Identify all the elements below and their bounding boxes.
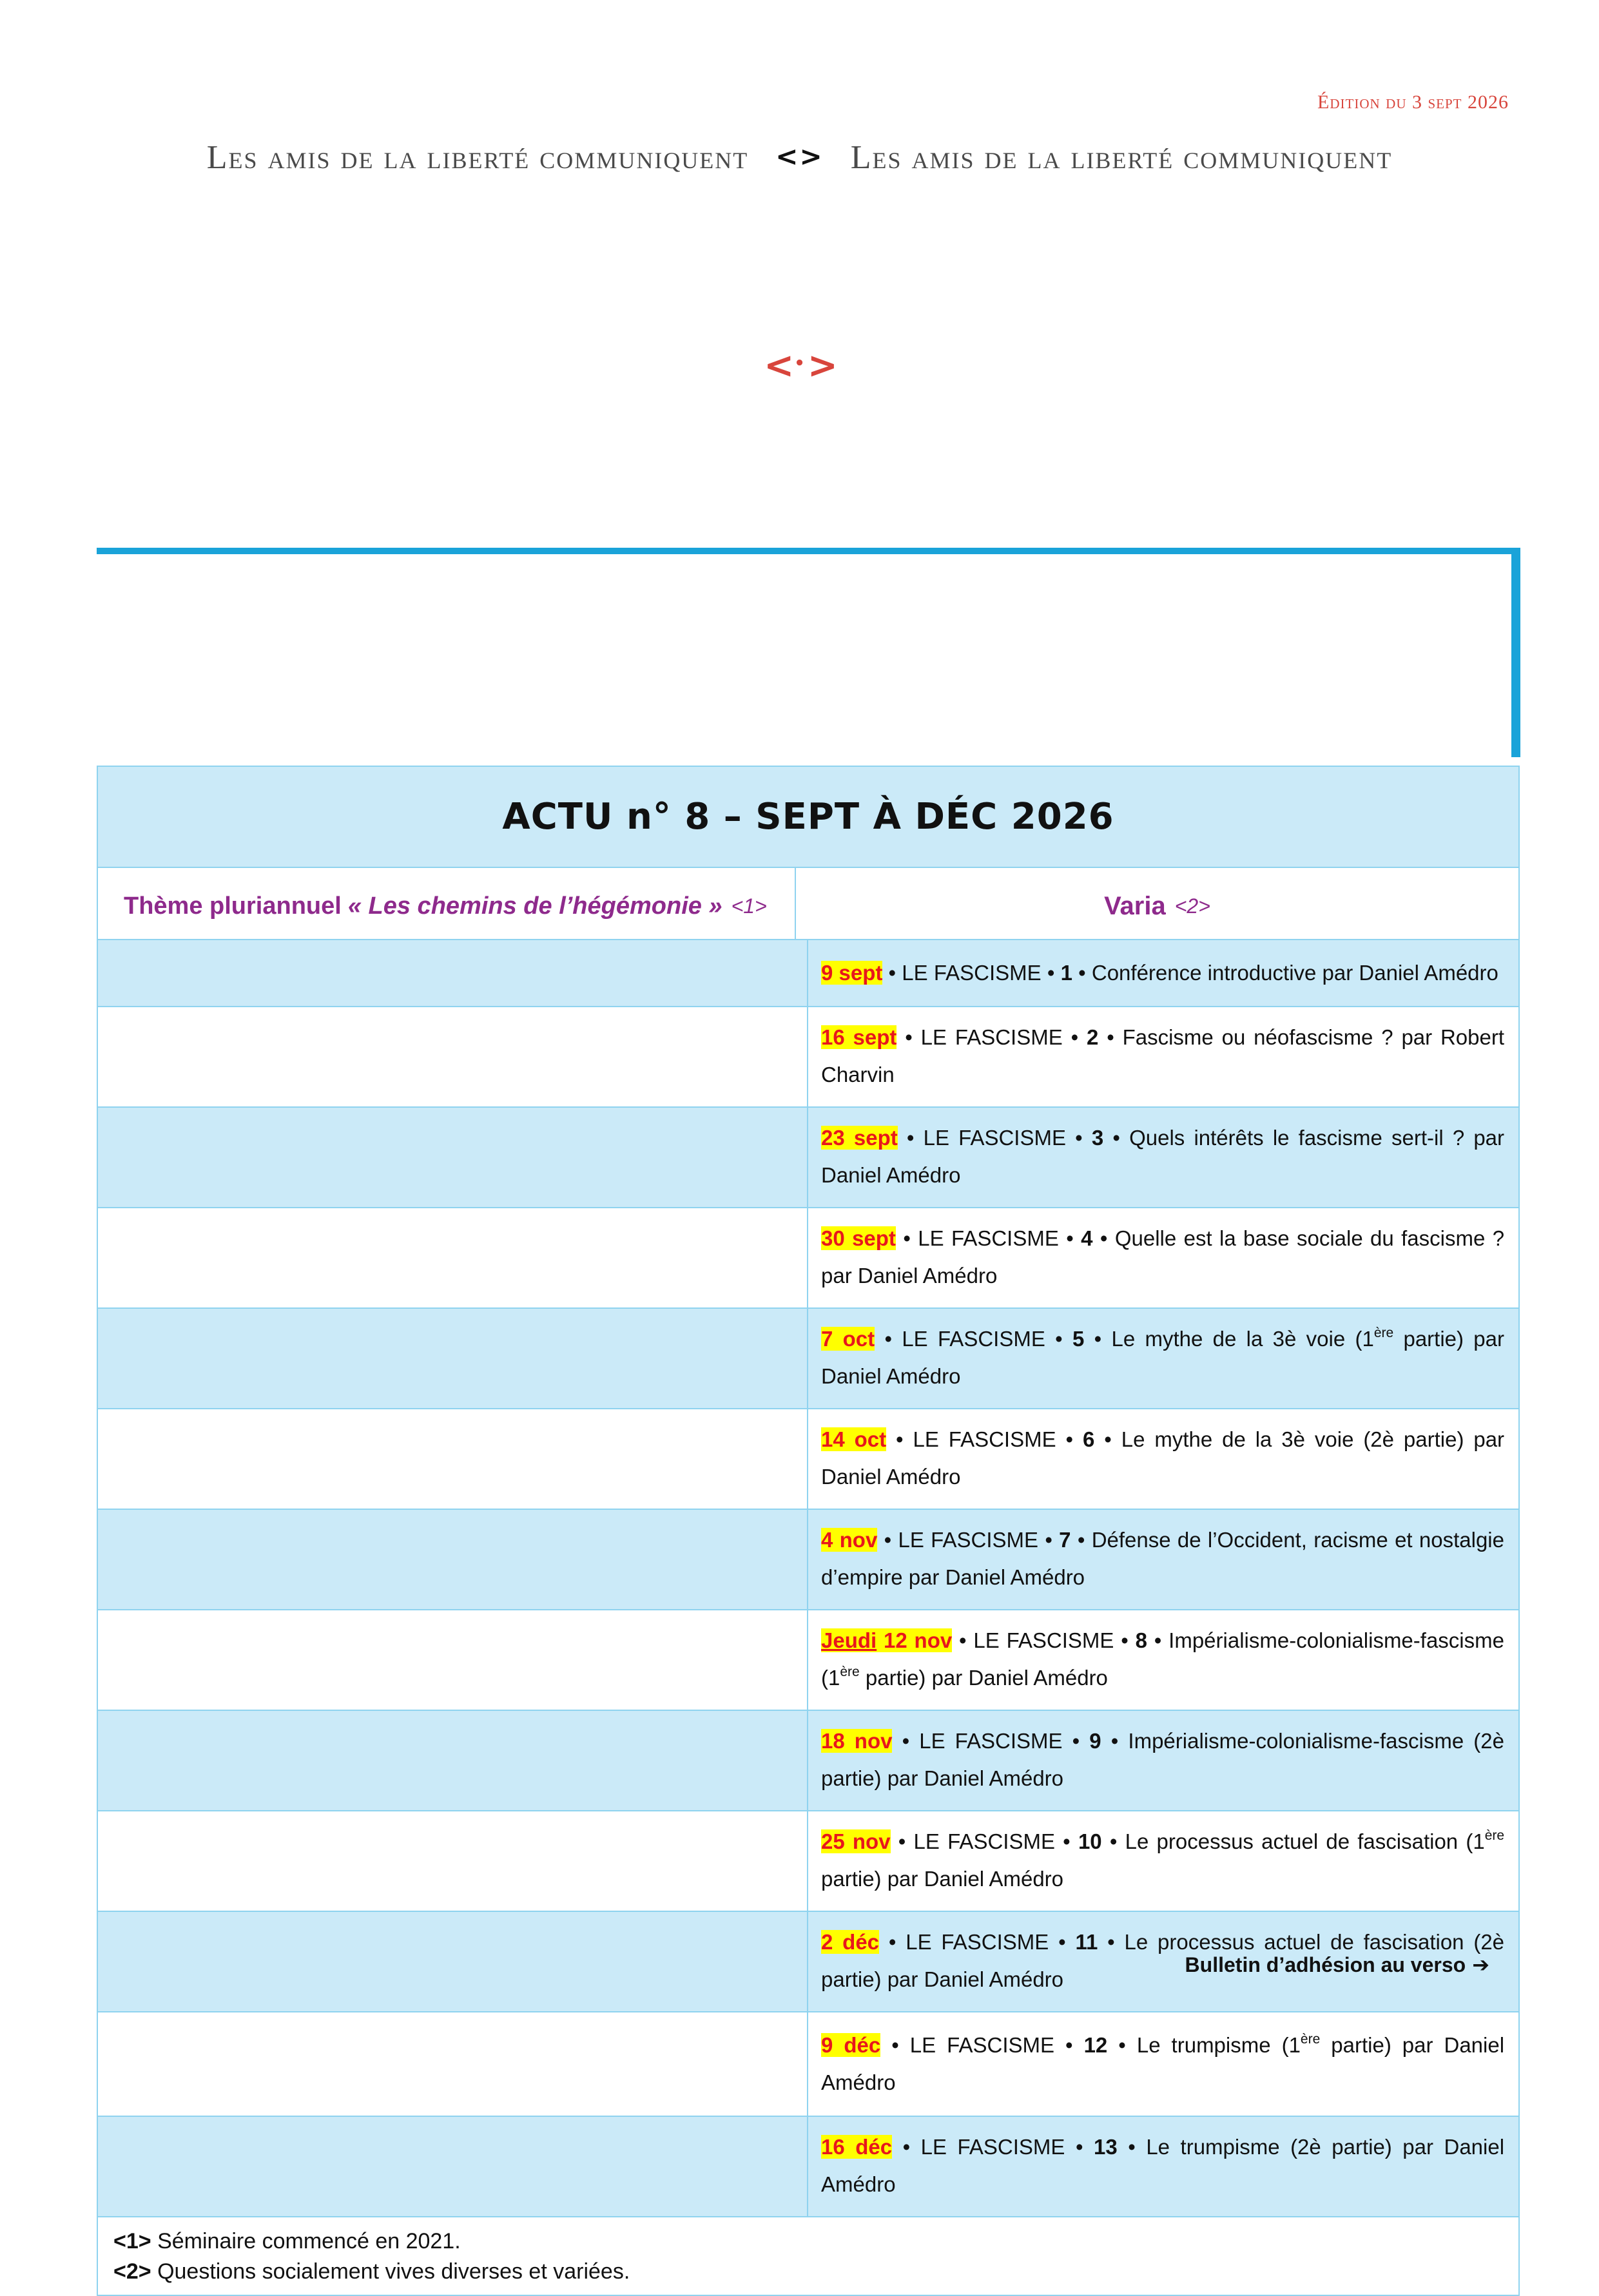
separator: • — [1107, 1025, 1114, 1049]
separator: • — [1154, 1628, 1162, 1652]
table-row — [98, 2117, 1518, 2217]
varia-cell — [808, 1409, 1518, 1509]
separator: • — [896, 1427, 904, 1451]
theme-cell — [98, 1510, 808, 1609]
header-theme-title: « Les chemins de l’hégémonie » — [347, 892, 722, 920]
session-series: LE FASCISME — [920, 2135, 1065, 2159]
session-title: Quelle est la base sociale du fascisme ? par Daniel Amédro — [821, 1226, 1505, 1288]
separator: • — [1078, 961, 1086, 985]
separator: • — [905, 1025, 913, 1049]
session-date: 9 sept — [821, 961, 883, 985]
theme-cell — [98, 2012, 808, 2116]
theme-cell — [98, 1007, 808, 1106]
table-header — [98, 868, 1518, 940]
session-date: 30 sept — [821, 1226, 896, 1250]
varia-cell — [808, 1309, 1518, 1408]
session-title: Le processus actuel de fascisation (1ère partie) par Daniel Amédro — [821, 1828, 1505, 1891]
tagline-left: Les amis de la liberté communiquent — [206, 139, 749, 176]
table-row — [98, 1510, 1518, 1610]
separator: • — [1045, 1528, 1052, 1552]
frame-top-border — [97, 548, 1518, 554]
bulletin-note — [1185, 1953, 1489, 1977]
separator: • — [891, 2033, 899, 2057]
theme-cell — [98, 1811, 808, 1911]
table-row — [98, 1409, 1518, 1510]
header-varia — [796, 868, 1518, 939]
theme-cell — [98, 1108, 808, 1207]
session-series: LE FASCISME — [909, 2033, 1055, 2057]
tagline-separator: <> — [775, 140, 824, 172]
theme-cell — [98, 1912, 808, 2011]
separator: • — [1055, 1327, 1063, 1351]
session-number: 1 — [1060, 961, 1072, 985]
footnote-2: <2> Questions socialement vives diverses et variées. — [113, 2259, 630, 2284]
separator: • — [1058, 1930, 1066, 1954]
table-row — [98, 1309, 1518, 1409]
separator: • — [1109, 1829, 1118, 1853]
session-series: LE FASCISME — [906, 1930, 1049, 1954]
separator: • — [1047, 961, 1055, 985]
session-date: 23 sept — [821, 1126, 898, 1150]
table-title: ACTU n° 8 – SEPT À DÉC 2026 — [98, 767, 1518, 868]
session-title: Conférence introductive par Daniel Amédro — [1091, 961, 1498, 985]
separator: • — [888, 961, 896, 985]
session-series: LE FASCISME — [973, 1628, 1114, 1652]
separator: • — [1065, 1427, 1074, 1451]
session-series: LE FASCISME — [923, 1126, 1066, 1150]
session-number: 10 — [1078, 1829, 1102, 1853]
session-number: 5 — [1072, 1327, 1085, 1351]
separator: • — [884, 1528, 892, 1552]
header-theme-label: Thème pluriannuel — [124, 892, 342, 920]
separator: • — [1121, 1628, 1129, 1652]
separator: • — [1118, 2033, 1126, 2057]
session-number: 9 — [1089, 1729, 1101, 1753]
session-date: 14 oct — [821, 1427, 887, 1451]
separator: • — [1112, 1126, 1120, 1150]
edition-date: Édition du 3 sept 2026 — [1317, 92, 1509, 113]
session-title: Quels intérêts le fascisme sert-il ? par Daniel Amédro — [821, 1126, 1505, 1187]
separator: • — [959, 1628, 967, 1652]
varia-cell — [808, 1208, 1518, 1307]
session-title: Le mythe de la 3è voie (1ère partie) par Daniel Amédro — [821, 1326, 1505, 1388]
varia-cell — [808, 1811, 1518, 1911]
footnote-1: <1> Séminaire commencé en 2021. — [113, 2229, 461, 2253]
session-series: LE FASCISME — [902, 961, 1042, 985]
frame-right-border — [1511, 548, 1520, 757]
bulletin-text: Bulletin d’adhésion au verso — [1185, 1953, 1466, 1976]
session-number: 12 — [1083, 2033, 1108, 2057]
theme-cell — [98, 1409, 808, 1509]
session-date: 7 oct — [821, 1327, 875, 1351]
separator: • — [1100, 1226, 1108, 1250]
table-row — [98, 2012, 1518, 2117]
varia-cell — [808, 1610, 1518, 1710]
tagline-right: Les amis de la liberté communiquent — [850, 139, 1393, 176]
session-date: Jeudi 12 nov — [821, 1628, 953, 1652]
session-number: 8 — [1135, 1628, 1147, 1652]
tagline — [0, 139, 1599, 177]
session-date: 25 nov — [821, 1829, 891, 1853]
session-title: Fascisme ou néofascisme ? par Robert Charvin — [821, 1025, 1505, 1086]
varia-cell — [808, 2012, 1518, 2116]
session-title: Impérialisme-colonialisme-fascisme (2è partie) par Daniel Amédro — [821, 1729, 1504, 1790]
table-row — [98, 1108, 1518, 1208]
separator: • — [898, 1829, 906, 1853]
table-row — [98, 1711, 1518, 1811]
varia-cell — [808, 1510, 1518, 1609]
separator: • — [884, 1327, 893, 1351]
theme-cell — [98, 1711, 808, 1810]
header-theme — [98, 868, 796, 939]
header-varia-label: Varia — [1104, 891, 1166, 920]
session-series: LE FASCISME — [902, 1327, 1045, 1351]
session-number: 13 — [1094, 2135, 1118, 2159]
theme-cell — [98, 1610, 808, 1710]
session-number: 7 — [1059, 1528, 1071, 1552]
logo-dot: • — [794, 354, 805, 373]
separator: • — [1128, 2135, 1136, 2159]
separator: • — [1107, 1930, 1115, 1954]
session-number: 2 — [1086, 1025, 1099, 1049]
separator: • — [888, 1930, 896, 1954]
separator: • — [902, 1729, 910, 1753]
separator: • — [902, 2135, 911, 2159]
session-date: 4 nov — [821, 1528, 878, 1552]
logo — [0, 345, 1599, 387]
separator: • — [1065, 2033, 1073, 2057]
session-date: 9 déc — [821, 2033, 881, 2057]
session-date: 18 nov — [821, 1729, 893, 1753]
varia-cell — [808, 2117, 1518, 2216]
separator: • — [1063, 1829, 1071, 1853]
separator: • — [1094, 1327, 1102, 1351]
separator: • — [1104, 1427, 1112, 1451]
session-title: Le trumpisme (2è partie) par Daniel Amédro — [821, 2135, 1505, 2196]
session-series: LE FASCISME — [919, 1729, 1063, 1753]
session-series: LE FASCISME — [918, 1226, 1059, 1250]
table-row — [98, 1811, 1518, 1912]
session-title: Le processus actuel de fascisation (2è partie) par Daniel Amédro — [821, 1930, 1505, 1991]
table-row — [98, 1007, 1518, 1108]
logo-right-chevron: > — [807, 345, 835, 387]
theme-cell — [98, 1208, 808, 1307]
separator: • — [1072, 1729, 1080, 1753]
session-series: LE FASCISME — [920, 1025, 1063, 1049]
session-number: 6 — [1083, 1427, 1095, 1451]
table-body — [98, 940, 1518, 2217]
logo-left-chevron: < — [764, 345, 792, 387]
table-row — [98, 940, 1518, 1007]
session-series: LE FASCISME — [898, 1528, 1039, 1552]
session-series: LE FASCISME — [913, 1427, 1056, 1451]
varia-cell — [808, 940, 1518, 1006]
varia-cell — [808, 1007, 1518, 1106]
separator: • — [906, 1126, 915, 1150]
header-varia-note: <2> — [1174, 894, 1210, 918]
varia-cell — [808, 1108, 1518, 1207]
program-table — [97, 766, 1520, 2296]
separator: • — [1066, 1226, 1074, 1250]
session-number: 11 — [1075, 1930, 1098, 1954]
footnotes — [98, 2217, 1518, 2295]
session-number: 3 — [1091, 1126, 1104, 1150]
header-theme-note: <1> — [731, 894, 767, 918]
table-row — [98, 1610, 1518, 1711]
theme-cell — [98, 2117, 808, 2216]
separator: • — [1077, 1528, 1085, 1552]
separator: • — [1110, 1729, 1119, 1753]
arrow-right-icon: ➔ — [1472, 1953, 1489, 1977]
separator: • — [1075, 2135, 1083, 2159]
session-number: 4 — [1081, 1226, 1093, 1250]
theme-cell — [98, 940, 808, 1006]
session-series: LE FASCISME — [913, 1829, 1055, 1853]
session-title: Défense de l’Occident, racisme et nostalgie d’empire par Daniel Amédro — [821, 1528, 1504, 1589]
separator: • — [1071, 1025, 1079, 1049]
session-date: 16 sept — [821, 1025, 897, 1049]
session-title: Le trumpisme (1ère partie) par Daniel Amédro — [821, 2032, 1505, 2094]
table-row — [98, 1208, 1518, 1309]
separator: • — [903, 1226, 911, 1250]
separator: • — [1075, 1126, 1083, 1150]
session-date: 16 déc — [821, 2135, 893, 2159]
session-title: Le mythe de la 3è voie (2è partie) par Daniel Amédro — [821, 1427, 1505, 1489]
theme-cell — [98, 1309, 808, 1408]
session-title: Impérialisme-colonialisme-fascisme (1ère partie) par Daniel Amédro — [821, 1628, 1504, 1690]
varia-cell — [808, 1711, 1518, 1810]
session-date: 2 déc — [821, 1930, 880, 1954]
